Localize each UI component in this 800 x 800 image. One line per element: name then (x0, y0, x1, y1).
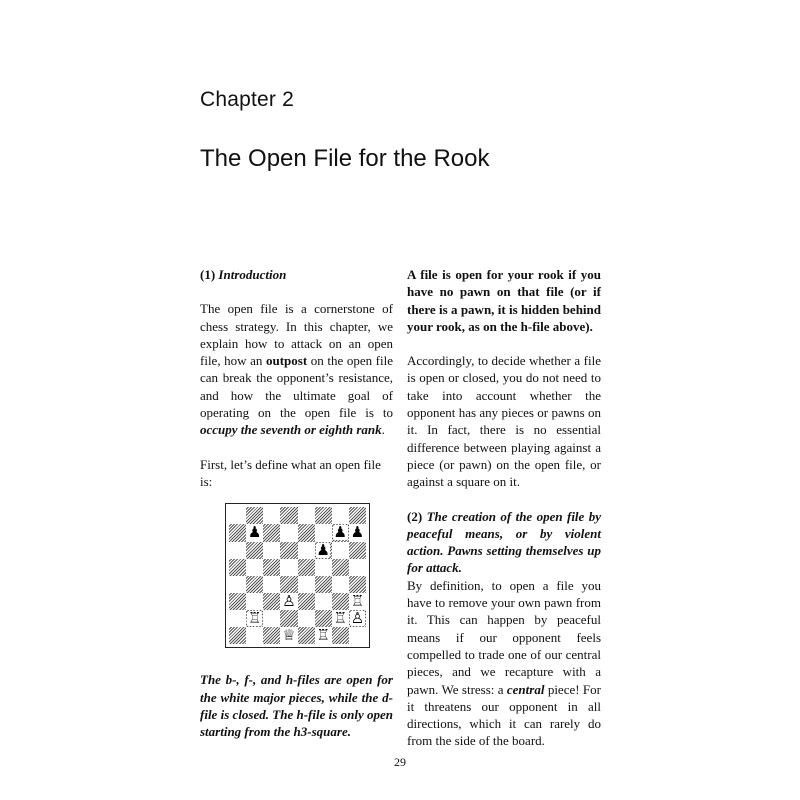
square-c8 (263, 507, 280, 524)
square-c5 (263, 559, 280, 576)
square-e7 (298, 524, 315, 541)
square-f5 (315, 559, 332, 576)
square-d6 (280, 542, 297, 559)
square-e4 (298, 576, 315, 593)
square-a5 (229, 559, 246, 576)
square-f4 (315, 576, 332, 593)
square-f8 (315, 507, 332, 524)
intro-paragraph (200, 300, 393, 438)
square-h5 (349, 559, 366, 576)
square-g5 (332, 559, 349, 576)
square-e5 (298, 559, 315, 576)
square-g1 (332, 627, 349, 644)
square-c6 (263, 542, 280, 559)
chess-board-squares (229, 507, 366, 644)
black-pawn-f6: ♟ (316, 540, 330, 559)
square-f7 (315, 524, 332, 541)
white-queen-d1: ♕ (282, 626, 296, 645)
section-2-central: central (506, 681, 545, 697)
square-a8 (229, 507, 246, 524)
square-h6 (349, 542, 366, 559)
square-b3 (246, 593, 263, 610)
white-rook-g2: ♖ (333, 609, 348, 628)
white-pawn-h2: ♙ (350, 609, 365, 628)
square-c7 (263, 524, 280, 541)
square-g4 (332, 576, 349, 593)
square-h1 (349, 627, 366, 644)
square-a7 (229, 524, 246, 541)
square-e3 (298, 593, 315, 610)
square-f3 (315, 593, 332, 610)
right-column (407, 266, 601, 750)
square-b6 (246, 542, 263, 559)
accordingly-paragraph: Accordingly, to decide whether a file is open or closed, you do not need to take into account whether the opponent has any pieces or pawns on it. In fact, there is no essential difference between playing against a piece (or pawn) on the open file, or against a square on it. (407, 353, 601, 490)
section-1-title: Introduction (218, 267, 287, 282)
define-line: First, let’s define what an open file is: (200, 456, 381, 489)
intro-text-1: The open file is a cornerstone of chess strategy. In this chapter, we explain how to attack on an open file, how an (200, 301, 393, 369)
square-d2 (280, 610, 297, 627)
square-c4 (263, 576, 280, 593)
square-g6 (332, 542, 349, 559)
section-2-paragraph (407, 577, 601, 750)
black-pawn-b7: ♟ (247, 523, 262, 542)
white-pawn-d3: ♙ (282, 591, 296, 610)
square-b4 (246, 576, 263, 593)
intro-goal: occupy the seventh or eighth rank (200, 422, 382, 438)
section-2-title: The creation of the open file by peaceful means, or by violent action. Pawns setting themselves up for attack. (407, 508, 601, 576)
black-pawn-h7: ♟ (350, 523, 365, 542)
square-h8 (349, 507, 366, 524)
square-c2 (263, 610, 280, 627)
section-2-number: (2) (407, 508, 427, 524)
square-a2 (229, 610, 246, 627)
intro-end: . (381, 422, 385, 438)
section-1-number: (1) (200, 267, 219, 282)
square-e2 (298, 610, 315, 627)
square-b1 (246, 627, 263, 644)
black-pawn-g7: ♟ (333, 523, 348, 542)
section-2-text-2: piece! For it threatens our opponent in all directions, which it can rarely do from the side of the board. (407, 681, 601, 749)
square-a4 (229, 576, 246, 593)
square-b5 (246, 559, 263, 576)
white-rook-b2: ♖ (247, 609, 262, 628)
square-d5 (280, 559, 297, 576)
square-e6 (298, 542, 315, 559)
section-2-heading (407, 508, 601, 577)
square-g3 (332, 593, 349, 610)
page-number: 29 (394, 755, 406, 769)
chapter-label: Chapter 2 (200, 88, 295, 111)
square-b8 (246, 507, 263, 524)
square-d7 (280, 524, 297, 541)
square-d8 (280, 507, 297, 524)
chess-board (225, 503, 370, 648)
square-e1 (298, 627, 315, 644)
square-c3 (263, 593, 280, 610)
white-rook-h3: ♖ (350, 591, 365, 610)
square-c1 (263, 627, 280, 644)
square-h4 (349, 576, 366, 593)
left-column (200, 266, 393, 740)
square-a6 (229, 542, 246, 559)
square-g8 (332, 507, 349, 524)
white-rook-f1: ♖ (316, 626, 330, 645)
chess-diagram (225, 503, 370, 648)
intro-text-2: on the open file can break the opponent’s resistance, and how the ultimate goal of operating on the open file is to (200, 353, 394, 421)
diagram-caption: The b-, f-, and h-files are open for the white major pieces, while the d-file is closed. The h-file is only open starting from the h3-square. (200, 672, 393, 740)
square-d4 (280, 576, 297, 593)
open-file-definition: A file is open for your rook if you have no pawn on that file (or if there is a pawn, it is hidden behind your rook, as on the h-file above). (407, 267, 601, 334)
square-e8 (298, 507, 315, 524)
section-1-heading (200, 266, 393, 283)
chapter-title: The Open File for the Rook (200, 145, 490, 172)
section-2-text-1: By definition, to open a file you have to remove your own pawn from it. This can happen by peaceful means if our opponent feels compelled to trade one of our central pieces, and we recapture with a pawn. We stress: a (407, 577, 601, 697)
square-a3 (229, 593, 246, 610)
intro-outpost: outpost (266, 353, 308, 369)
square-f2 (315, 610, 332, 627)
square-a1 (229, 627, 246, 644)
